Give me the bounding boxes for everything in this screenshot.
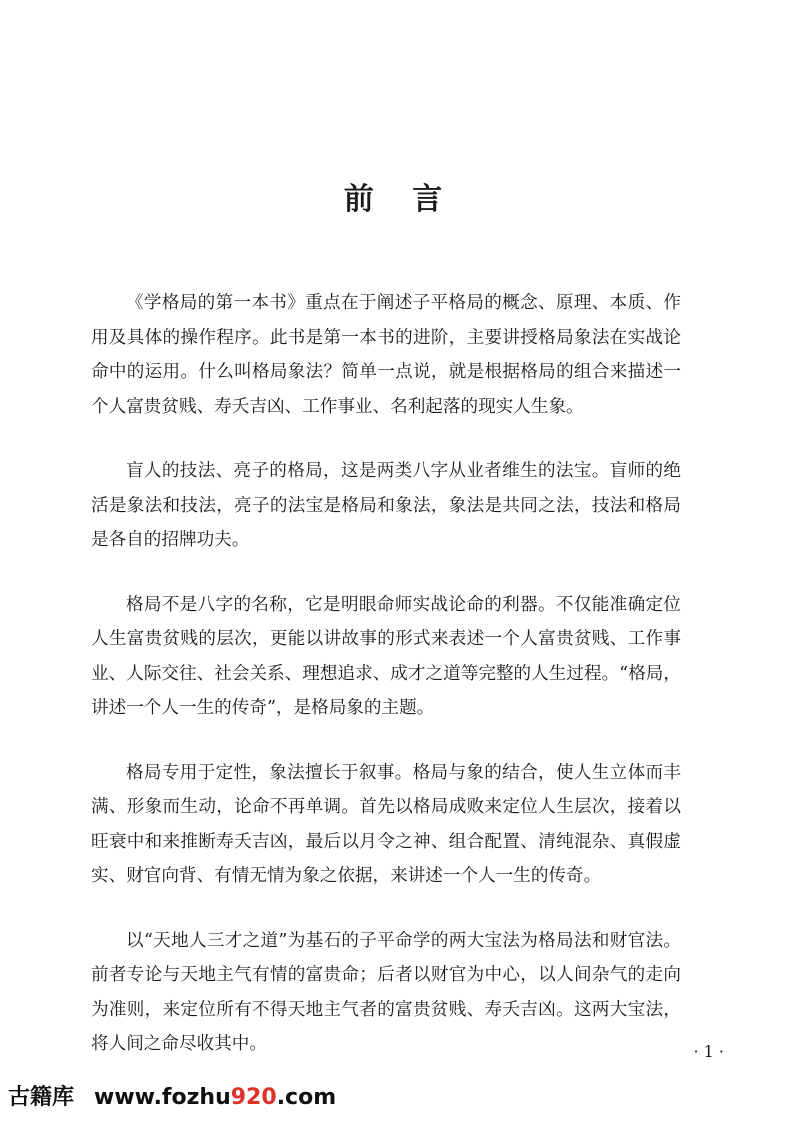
watermark-site-name: 古籍库 (8, 1085, 75, 1110)
paragraph-5: 以“天地人三才之道”为基石的子平命学的两大宝法为格局法和财官法。前者专论与天地主气有情的富贵命；后者以财官为中心，以人间杂气的走向为准则，来定位所有不得天地主气者的富贵贫贱、寿夭吉凶。这两大宝法，将人间之命尽收其中。 (91, 930, 681, 1054)
page-number: · 1 · (693, 1042, 724, 1061)
watermark-url-suffix: .com (276, 1085, 337, 1110)
page-title: 前 言 (343, 182, 457, 218)
paragraph-4: 格局专用于定性，象法擅长于叙事。格局与象的结合，使人生立体而丰满、形象而生动，论命不再单调。首先以格局成败来定位人生层次，接着以旺衰中和来推断寿夭吉凶，最后以月令之神、组合配置、清纯混杂、真假虚实、财官向背、有情无情为象之依据，来讲述一个人一生的传奇。 (91, 762, 681, 886)
watermark-url-prefix: www.fozhu (94, 1085, 231, 1110)
preface-body (91, 286, 681, 1092)
paragraph-3: 格局不是八字的名称，它是明眼命师实战论命的利器。不仅能准确定位人生富贵贫贱的层次，更能以讲故事的形式来表述一个人富贵贫贱、工作事业、人际交往、社会关系、理想追求、成才之道等完整的人生过程。“格局，讲述一个人一生的传奇”，是格局象的主题。 (91, 594, 681, 718)
paragraph-2: 盲人的技法、亮子的格局，这是两类八字从业者维生的法宝。盲师的绝活是象法和技法，亮子的法宝是格局和象法，象法是共同之法，技法和格局是各自的招牌功夫。 (91, 461, 681, 550)
watermark-url-number: 920 (230, 1085, 277, 1110)
paragraph-1: 《学格局的第一本书》重点在于阐述子平格局的概念、原理、本质、作用及具体的操作程序。此书是第一本书的进阶，主要讲授格局象法在实战论命中的运用。什么叫格局象法？简单一点说，就是根据格局的组合来描述一个人富贵贫贱、寿夭吉凶、工作事业、名利起落的现实人生象。 (91, 293, 681, 417)
watermark-url (94, 1083, 336, 1113)
